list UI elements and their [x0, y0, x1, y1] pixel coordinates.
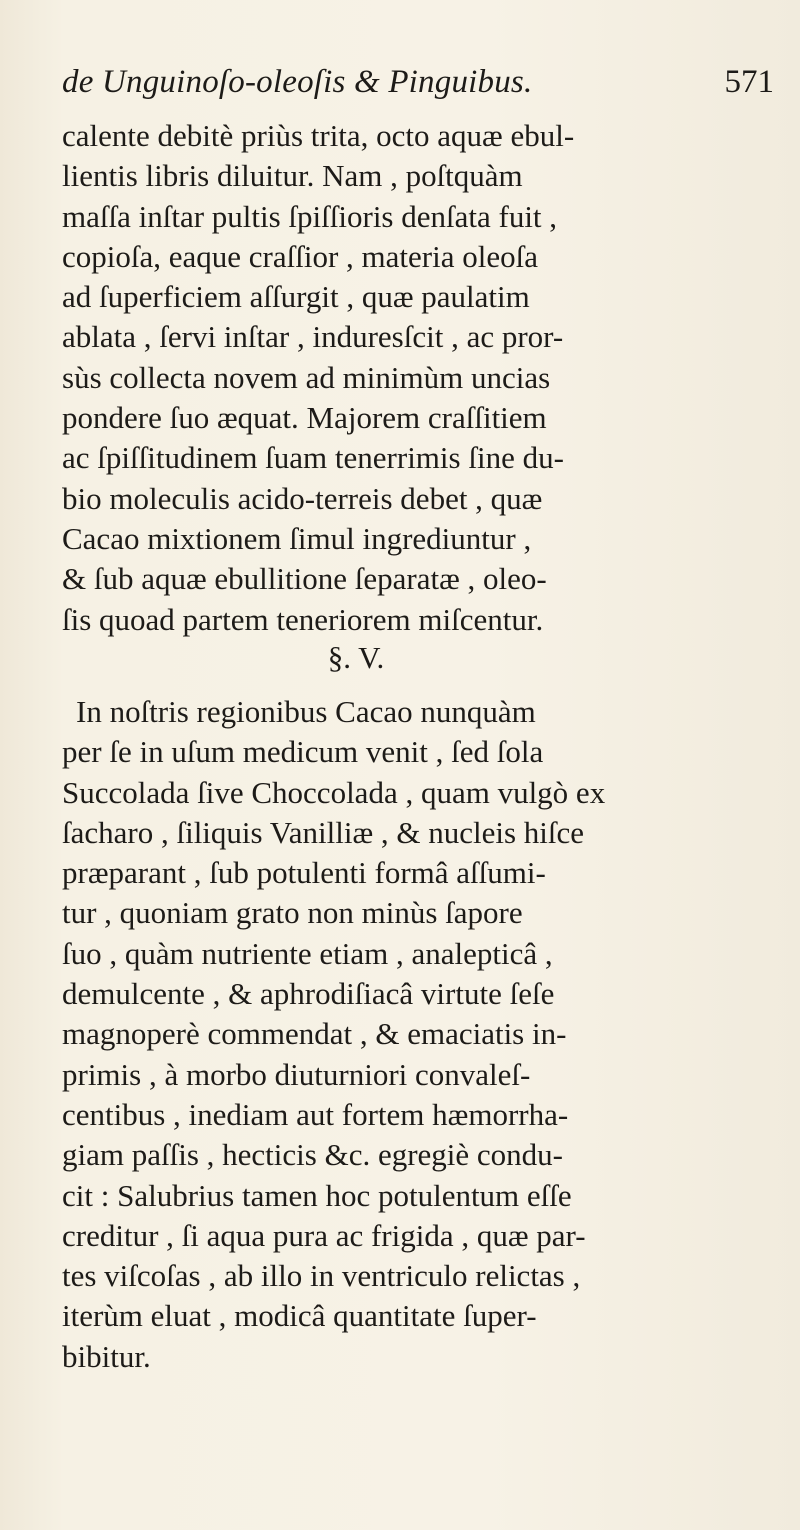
text-line: ſacharo , ſiliquis Vanilliæ , & nucleis hiſce: [62, 814, 585, 850]
text-line: præparant , ſub potulenti formâ aſſumi-: [62, 855, 546, 891]
text-line: calente debitè priùs trita, octo aquæ ebul-: [62, 118, 575, 153]
page-header: [62, 64, 774, 104]
text-line: creditur , ſi aqua pura ac frigida , quæ par-: [62, 1217, 586, 1253]
section-heading: §. V.: [327, 640, 385, 675]
text-line: In noſtris regionibus Cacao nunquàm: [76, 694, 536, 729]
text-line: ablata , ſervi inſtar , induresſcit , ac pror-: [62, 319, 564, 355]
text-line: maſſa inſtar pultis ſpiſſioris denſata fuit ,: [62, 198, 558, 234]
text-line: ac ſpiſſitudinem ſuam tenerrimis ſine du-: [62, 440, 564, 476]
text-line: ſis quoad partem teneriorem miſcentur.: [62, 601, 544, 637]
paragraph-2: [62, 692, 782, 1377]
paragraph-1: [62, 116, 782, 640]
running-title: de Unguinoſo-oleoſis & Pinguibus.: [62, 64, 533, 100]
text-line: tes viſcoſas , ab illo in ventriculo relictas ,: [62, 1258, 581, 1294]
text-line: iterùm eluat , modicâ quantitate ſuper-: [62, 1298, 537, 1334]
text-line: ſuo , quàm nutriente etiam , analepticâ ,: [62, 935, 553, 971]
text-line: centibus , inediam aut fortem hæmorrha-: [62, 1096, 569, 1132]
text-line: copioſa, eaque craſſior , materia oleoſa: [62, 238, 538, 274]
text-line: bio moleculis acido-terreis debet , quæ: [62, 480, 543, 516]
text-line: lientis libris diluitur. Nam , poſtquàm: [62, 158, 523, 194]
text-line: demulcente , & aphrodiſiacâ virtute ſeſe: [62, 976, 555, 1012]
text-line: magnoperè commendat , & emaciatis in-: [62, 1016, 567, 1052]
text-line: per ſe in uſum medicum venit , ſed ſola: [62, 734, 544, 770]
text-line: cit : Salubrius tamen hoc potulentum eſſe: [62, 1177, 572, 1213]
page-number: 571: [724, 64, 774, 100]
text-line: pondere ſuo æquat. Majorem craſſitiem: [62, 400, 547, 436]
text-line: Cacao mixtionem ſimul ingrediuntur ,: [62, 520, 532, 556]
text-line: ad ſuperficiem aſſurgit , quæ paulatim: [62, 279, 530, 315]
text-line: tur , quoniam grato non minùs ſapore: [62, 895, 523, 931]
text-line: Succolada ſive Choccolada , quam vulgò ex: [62, 774, 606, 810]
text-line: sùs collecta novem ad minimùm uncias: [62, 359, 551, 395]
text-line: & ſub aquæ ebullitione ſeparatæ , oleo-: [62, 561, 547, 597]
text-line: bibitur.: [62, 1338, 151, 1374]
text-line: primis , à morbo diuturniori convaleſ-: [62, 1056, 531, 1092]
text-line: giam paſſis , hecticis &c. egregiè condu-: [62, 1137, 563, 1173]
